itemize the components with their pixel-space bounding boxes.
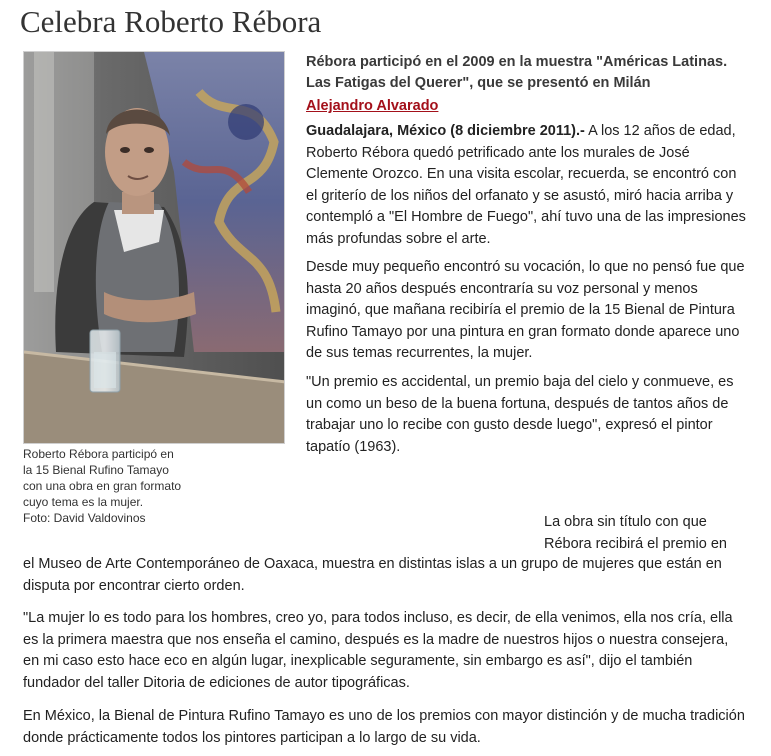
caption-line: la 15 Bienal Rufino Tamayo	[23, 463, 169, 477]
author-link[interactable]: Alejandro Alvarado	[306, 98, 439, 114]
byline	[306, 96, 438, 116]
photo-caption	[23, 446, 223, 526]
paragraph-1-text: A los 12 años de edad, Roberto Rébora quedó petrificado ante los murales de José Clemente Orozco. En una visita escolar, recuerda, se encontró con el griterío de los niños del orfanato y se asustó, miró hacia arriba y contempló a "El Hombre de Fuego", ahí tuvo una de las impresiones más profundas sobre el arte.	[306, 123, 746, 247]
paragraph-3: "Un premio es accidental, un premio baja del cielo y conmueve, es un como un beso de la buena fortuna, después de tantos años de trabajar uno lo recibe con gusto desde luego", expresó el pintor tapatío (1963).	[306, 374, 734, 455]
paragraph-4-continuation: el Museo de Arte Contemporáneo de Oaxaca, muestra en distintas islas a un grupo de mujeres que están en disputa por encontrar cierto orden.	[23, 556, 722, 594]
paragraph-4-start: La obra sin título con que Rébora recibirá el premio en	[544, 514, 727, 552]
caption-line: Roberto Rébora participó en	[23, 447, 174, 461]
paragraph-2: Desde muy pequeño encontró su vocación, lo que no pensó fue que hasta 20 años después encontraría su voz personal y menos imaginó, que mañana recibiría el premio de la 15 Bienal de Pintura Rufino Tamayo por una pintura en gran formato donde aparece uno de sus temas recurrentes, la mujer.	[306, 259, 745, 361]
article-headline: Celebra Roberto Rébora	[20, 4, 322, 39]
caption-line: con una obra en gran formato	[23, 479, 182, 493]
photo-credit: Foto: David Valdovinos	[23, 511, 146, 525]
dateline: Guadalajara, México (8 diciembre 2011).-	[306, 123, 585, 139]
paragraph-5: "La mujer lo es todo para los hombres, creo yo, para todos incluso, es decir, de ella venimos, ella nos cría, ella es la primera maestra que nos enseña el camino, después es la madre de nuestros hijos o nuestra consejera, en mi caso esto hace eco en algún lugar, inexplicable seguramente, sin embargo es así", dijo el también fundador del taller Ditoria de ediciones de autor tipográficas.	[23, 610, 733, 691]
photo-illustration	[24, 52, 285, 444]
caption-line: cuyo tema es la mujer.	[23, 495, 144, 509]
article-deck: Rébora participó en el 2009 en la muestra "Américas Latinas. Las Fatigas del Querer", que se presentó en Milán	[306, 54, 728, 91]
paragraph-6: En México, la Bienal de Pintura Rufino Tamayo es uno de los premios con mayor distinción y de mucha tradición donde prácticamente todos los pintores participan a lo largo de su vida.	[23, 708, 745, 746]
article-photo	[23, 51, 285, 444]
paragraph-1	[306, 121, 746, 250]
